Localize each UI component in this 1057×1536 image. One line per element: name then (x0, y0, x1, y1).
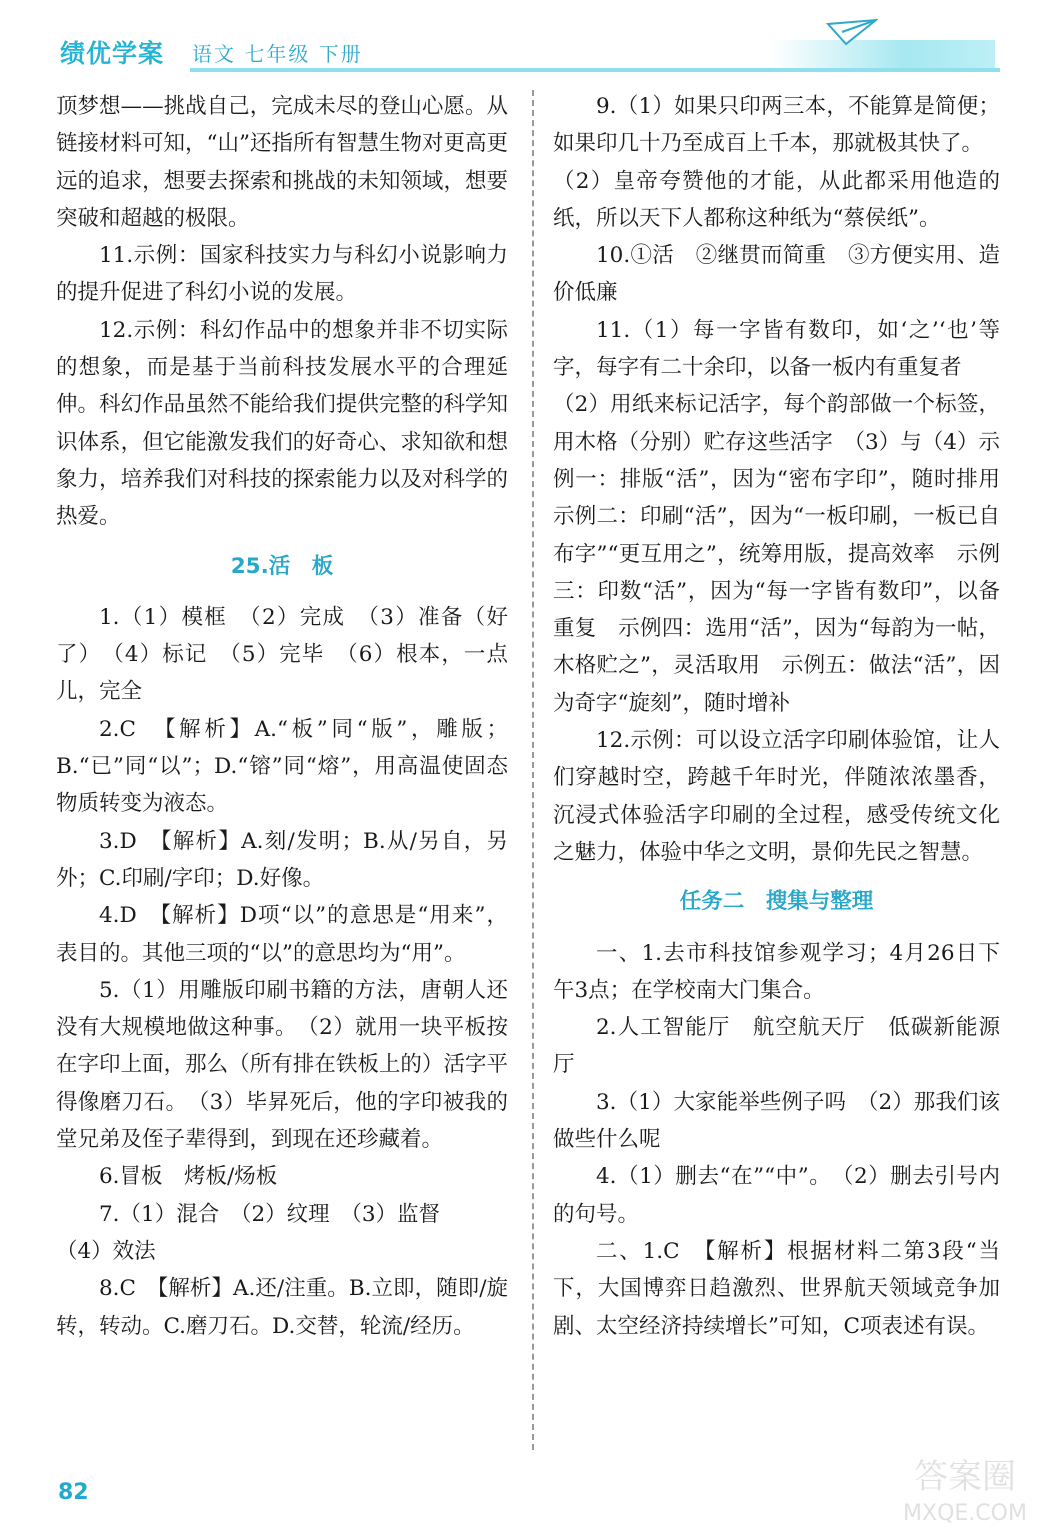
answer-item: 6.冒板 烤板/炀板 (99, 1164, 278, 1190)
answer-item: 4.D 【解析】D项“以”的意思是“用来”，表目的。其他三项的“以”的意思均为“用”。 (56, 903, 508, 966)
header-rule (190, 68, 1000, 72)
book-logo: 绩优学案 (60, 39, 165, 68)
answer-item: 12.示例：可以设立活字印刷体验馆，让人们穿越时空，跨越千年时光，伴随浓浓墨香，沉浸式体验活字印刷的全过程，感受传统文化之魅力，体验中华之文明，景仰先民之智慧。 (553, 728, 1000, 865)
answer-item: 10.①活 ②继贯而简重 ③方便实用、造价低廉 (553, 243, 1000, 306)
answer-item: 12.示例：科幻作品中的想象并非不切实际的想象，而是基于当前科技发展水平的合理延伸。科幻作品虽然不能给我们提供完整的科学知识体系，但它能激发我们的好奇心、求知欲和想象力，培养我们对科技的探索能力以及对科学的热爱。 (56, 317, 508, 530)
book-subject: 语文 七年级 下册 (192, 42, 363, 66)
paragraph: 顶梦想——挑战自己，完成未尽的登山心愿。从链接材料可知，“山”还指所有智慧生物对更高更远的追求，想要去探索和挑战的未知领域，想要突破和超越的极限。 (56, 94, 508, 231)
page-header (0, 0, 1057, 78)
answer-item: （2）用纸来标记活字，每个韵部做一个标签，用木格（分别）贮存这些活字 （3）与（4）示例一：排版“活”，因为“密布字印”，随时排用 示例二：印刷“活”，因为“一板印刷，一板已自布字”“更互用之”，统筹用版，提高效率 示例三：印数“活”，因为“每一字皆有数印”，以备重复 示例四：选用“活”，因为“每韵为一帖，木格贮之”，灵活取用 示例五：做法“活”，因为奇字“旋刻”，随时增补 (553, 392, 1022, 716)
left-column (56, 88, 508, 1345)
section-title: 任务二 搜集与整理 (679, 889, 874, 915)
answer-item: 11.（1）每一字皆有数印，如‘之’‘也’等字，每字有二十余印，以备一板内有重复者 (553, 317, 1000, 381)
answer-item: 8.C 【解析】A.还/注重。B.立即，随即/旋转，转动。C.磨刀石。D.交替，轮流/经历。 (56, 1276, 508, 1339)
answer-item: 1.（1）模框 （2）完成 （3）准备（好了） （4）标记 （5）完毕 （6）根本，一点儿，完全 (56, 604, 508, 705)
column-divider (532, 90, 534, 1450)
header-band (770, 40, 995, 68)
answer-item: （4）效法 (56, 1238, 156, 1264)
answer-item: 11.示例：国家科技实力与科幻小说影响力的提升促进了科幻小说的发展。 (56, 243, 508, 306)
answer-item: 2.人工智能厅 航空航天厅 低碳新能源厅 (553, 1015, 1000, 1078)
answer-item: （2）皇帝夸赞他的才能，从此都采用他造的纸，所以天下人都称这种纸为“蔡侯纸”。 (553, 168, 1000, 231)
answer-item: 一、1.去市科技馆参观学习；4月26日下午3点；在学校南大门集合。 (553, 940, 1000, 1003)
answer-item: 5.（1）用雕版印刷书籍的方法，唐朝人还没有大规模地做这种事。 （2）就用一块平板按在字印上面，那么（所有排在铁板上的）活字平得像磨刀石。 （3）毕昇死后，他的字印被我的堂兄弟及侄子辈得到，到现在还珍藏着。 (56, 977, 508, 1153)
answer-item: 二、1.C 【解析】根据材料二第3段“当下，大国博弈日趋激烈、世界航天领域竞争加剧、太空经济持续增长”可知，C项表述有误。 (553, 1238, 1000, 1339)
answer-item: 7.（1）混合 （2）纹理 （3）监督 (99, 1201, 441, 1227)
section-title: 25.活 板 (230, 553, 334, 579)
paper-plane-icon (826, 18, 878, 48)
watermark-domain: MXQE.COM (903, 1501, 1027, 1526)
answer-item: 3.D 【解析】A.刻/发明；B.从/另自，另外；C.印刷/字印；D.好像。 (56, 828, 508, 891)
watermark-text: 答案圈 (914, 1457, 1016, 1497)
answer-item: 9.（1）如果只印两三本，不能算是简便；如果印几十乃至成百上千本，那就极其快了。 (553, 94, 1000, 157)
answer-item: 2.C 【解析】A.“板”同“版”，雕版；B.“已”同“以”；D.“镕”同“熔”，用高温使固态物质转变为液态。 (56, 716, 508, 817)
answer-item: 4.（1）删去“在”“中”。 （2）删去引号内的句号。 (553, 1164, 1000, 1227)
answer-item: 3.（1）大家能举些例子吗 （2）那我们该做些什么呢 (553, 1089, 1000, 1153)
right-column (553, 88, 1022, 1345)
page-number: 82 (58, 1480, 89, 1505)
watermark-logo (880, 1450, 1050, 1530)
